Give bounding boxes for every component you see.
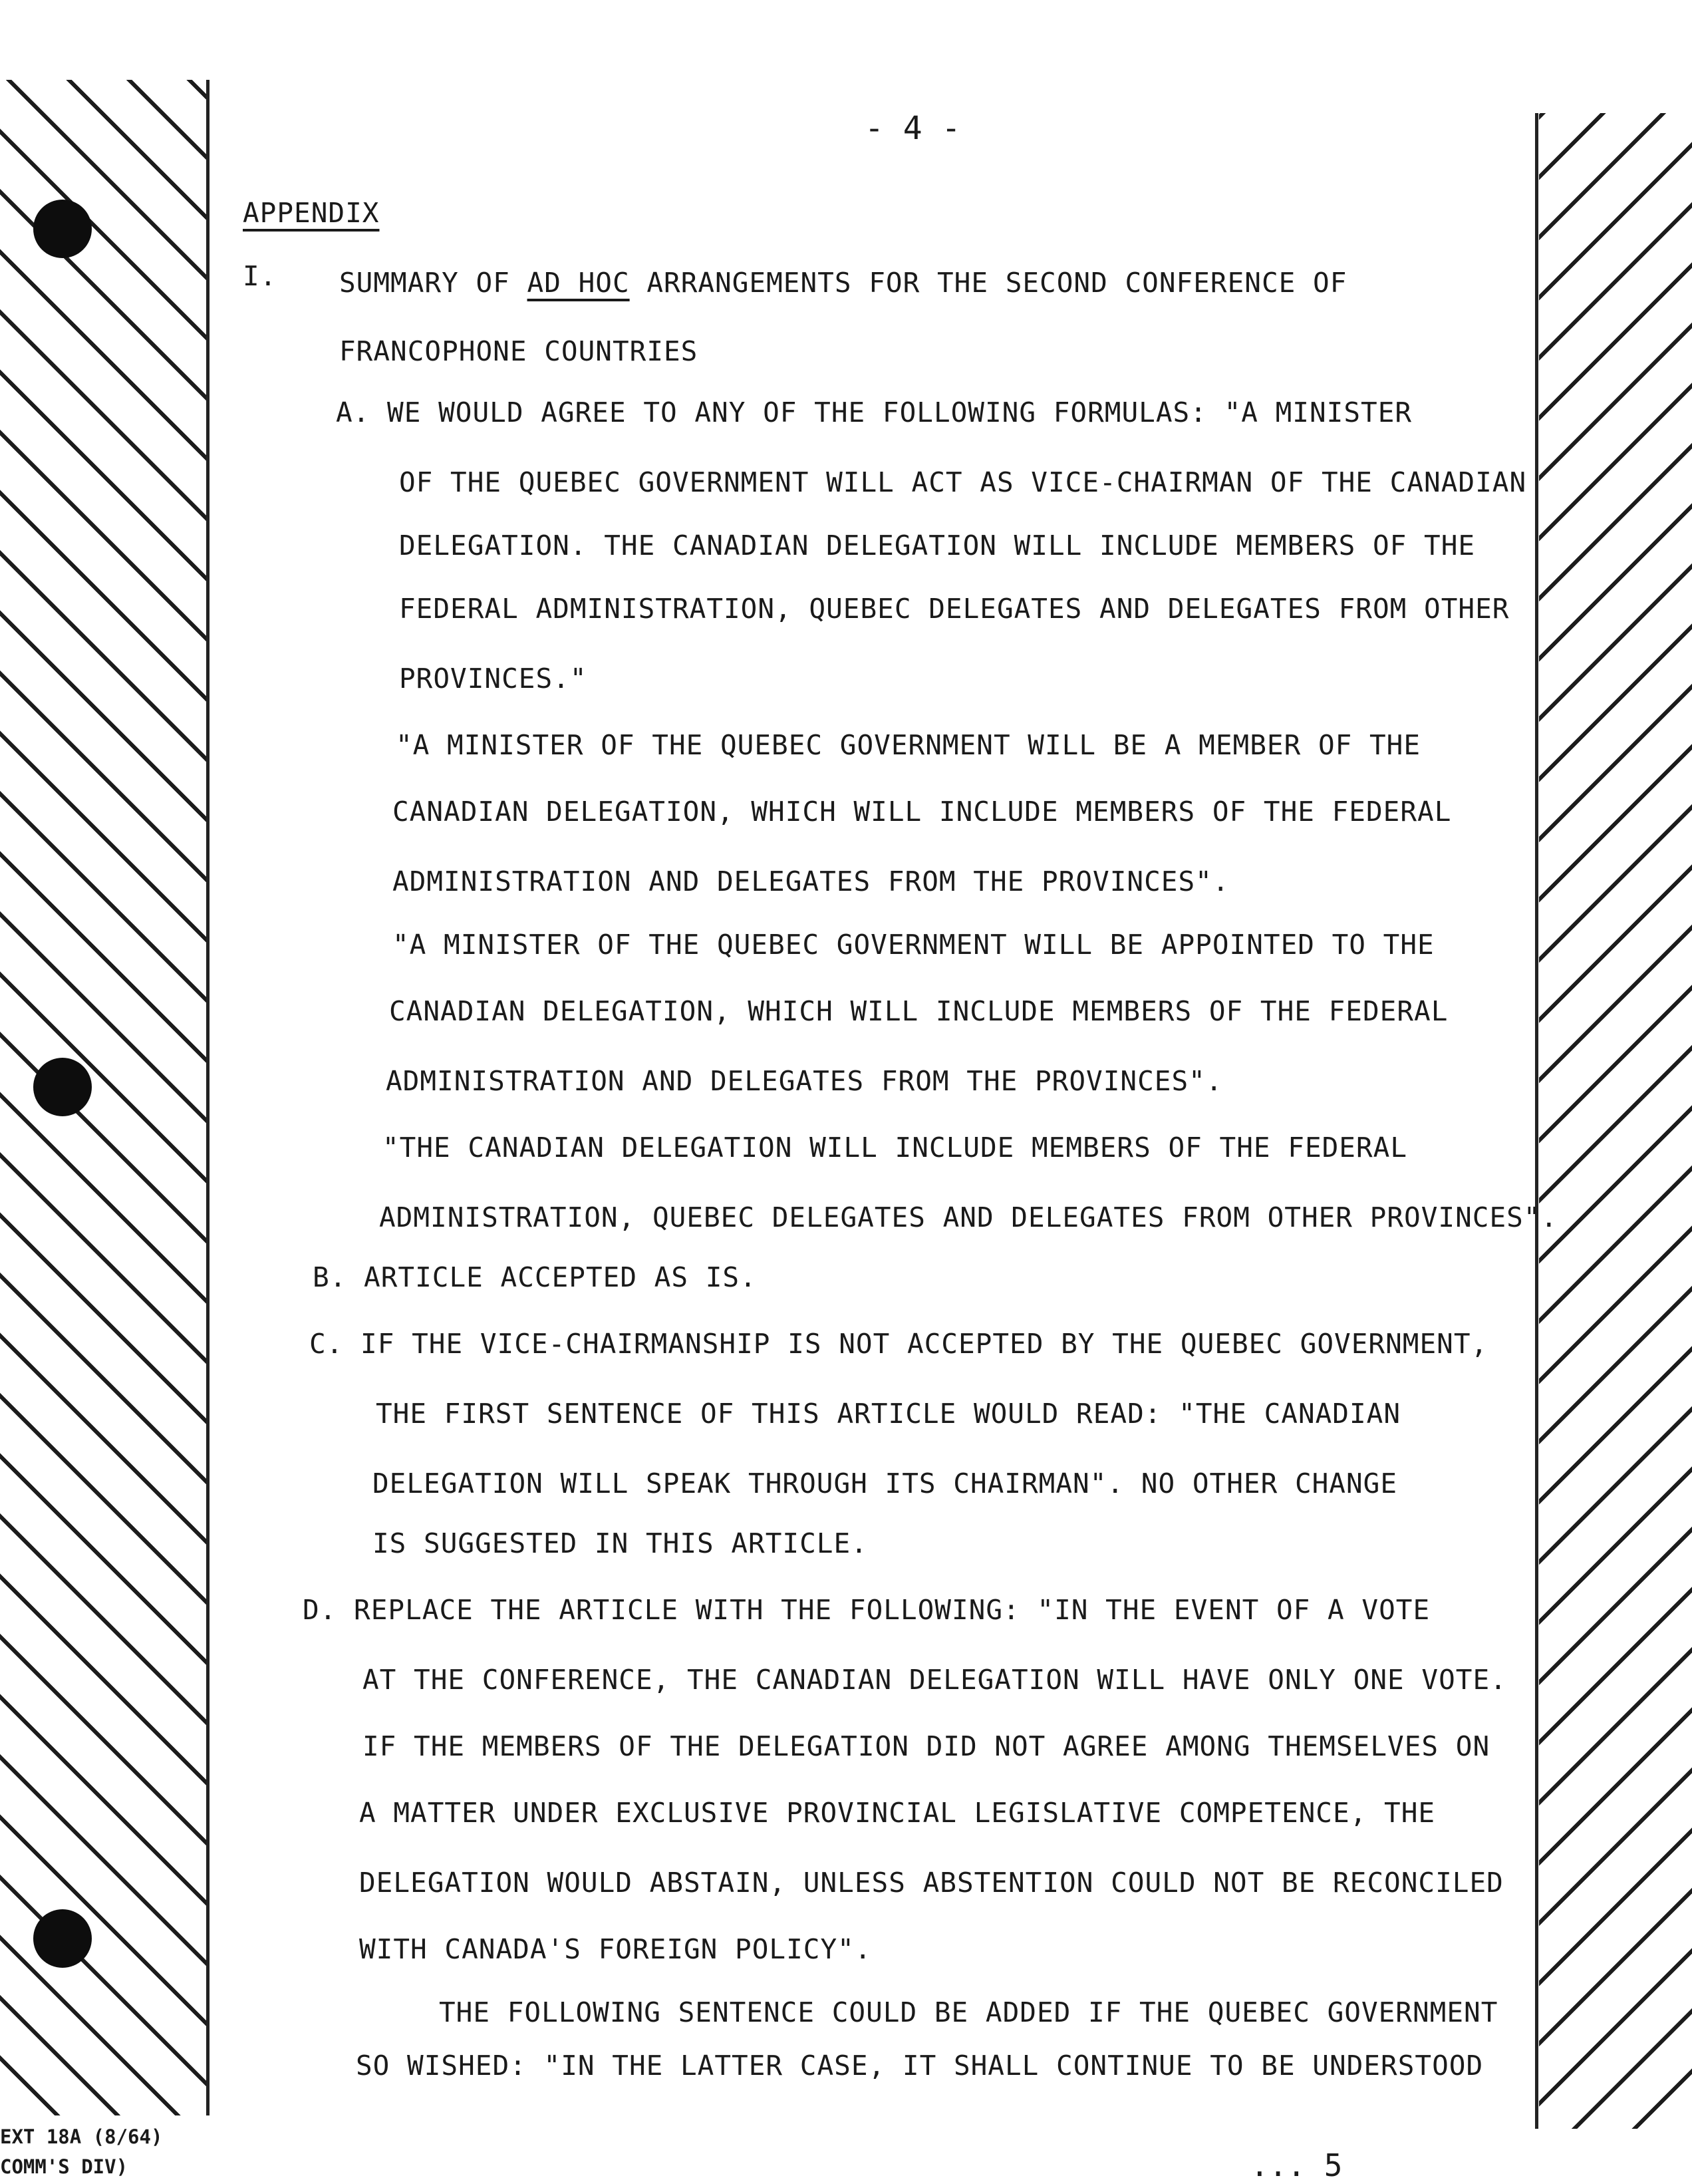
section-title-after: ARRANGEMENTS FOR THE SECOND CONFERENCE OF	[629, 267, 1347, 299]
body-line: PROVINCES."	[399, 663, 587, 695]
page-number: - 4 -	[865, 110, 961, 147]
body-line: ADMINISTRATION AND DELEGATES FROM THE PROVINCES".	[392, 865, 1230, 897]
body-line: DELEGATION WILL SPEAK THROUGH ITS CHAIRMAN". NO OTHER CHANGE	[372, 1468, 1398, 1499]
body-line: WITH CANADA'S FOREIGN POLICY".	[359, 1933, 872, 1965]
right-margin-hatching	[1539, 113, 1692, 2129]
body-line: IF THE MEMBERS OF THE DELEGATION DID NOT AGREE AMONG THEMSELVES ON	[362, 1730, 1490, 1762]
body-line: OF THE QUEBEC GOVERNMENT WILL ACT AS VICE-CHAIRMAN OF THE CANADIAN	[399, 466, 1527, 498]
body-line: A. WE WOULD AGREE TO ANY OF THE FOLLOWING FORMULAS: "A MINISTER	[336, 396, 1413, 428]
section-title-before: SUMMARY OF	[339, 267, 527, 299]
body-line: "A MINISTER OF THE QUEBEC GOVERNMENT WILL BE APPOINTED TO THE	[392, 929, 1435, 961]
body-line: DELEGATION WOULD ABSTAIN, UNLESS ABSTENTION COULD NOT BE RECONCILED	[359, 1867, 1504, 1899]
body-line: THE FOLLOWING SENTENCE COULD BE ADDED IF THE QUEBEC GOVERNMENT	[439, 1996, 1498, 2028]
body-line: THE FIRST SENTENCE OF THIS ARTICLE WOULD READ: "THE CANADIAN	[376, 1398, 1401, 1430]
section-numeral: I.	[243, 260, 277, 292]
body-line: SO WISHED: "IN THE LATTER CASE, IT SHALL CONTINUE TO BE UNDERSTOOD	[356, 2050, 1484, 2082]
body-line: D. REPLACE THE ARTICLE WITH THE FOLLOWING: "IN THE EVENT OF A VOTE	[303, 1594, 1431, 1626]
continued-marker: ... 5	[1250, 2147, 1343, 2183]
binder-hole-bottom	[33, 1909, 92, 1968]
binder-hole-middle	[33, 1058, 92, 1116]
body-line: "THE CANADIAN DELEGATION WILL INCLUDE MEMBERS OF THE FEDERAL	[382, 1132, 1408, 1164]
appendix-heading: APPENDIX	[243, 197, 380, 229]
form-code-line-1: EXT 18A (8/64)	[0, 2125, 163, 2148]
body-line: ADMINISTRATION, QUEBEC DELEGATES AND DELEGATES FROM OTHER PROVINCES".	[379, 1201, 1558, 1233]
section-title-emphasis: AD HOC	[527, 267, 630, 299]
body-line: CANADIAN DELEGATION, WHICH WILL INCLUDE MEMBERS OF THE FEDERAL	[392, 796, 1452, 828]
body-line: FEDERAL ADMINISTRATION, QUEBEC DELEGATES AND DELEGATES FROM OTHER	[399, 593, 1510, 625]
body-line: CANADIAN DELEGATION, WHICH WILL INCLUDE MEMBERS OF THE FEDERAL	[389, 995, 1449, 1027]
section-title	[339, 269, 1347, 297]
body-line: IS SUGGESTED IN THIS ARTICLE.	[372, 1527, 868, 1559]
right-page-edge	[1535, 113, 1538, 2129]
binder-hole-top	[33, 200, 92, 258]
form-code-line-2: COMM'S DIV)	[0, 2155, 128, 2178]
left-margin-hatching	[0, 80, 206, 2115]
left-page-edge	[206, 80, 210, 2115]
body-line: A MATTER UNDER EXCLUSIVE PROVINCIAL LEGISLATIVE COMPETENCE, THE	[359, 1797, 1436, 1829]
body-line: DELEGATION. THE CANADIAN DELEGATION WILL INCLUDE MEMBERS OF THE	[399, 530, 1476, 561]
body-line: C. IF THE VICE-CHAIRMANSHIP IS NOT ACCEPTED BY THE QUEBEC GOVERNMENT,	[309, 1328, 1488, 1360]
body-line: AT THE CONFERENCE, THE CANADIAN DELEGATION WILL HAVE ONLY ONE VOTE.	[362, 1664, 1507, 1696]
body-line: "A MINISTER OF THE QUEBEC GOVERNMENT WILL BE A MEMBER OF THE	[396, 729, 1421, 761]
body-line: ADMINISTRATION AND DELEGATES FROM THE PROVINCES".	[386, 1065, 1223, 1097]
body-line: B. ARTICLE ACCEPTED AS IS.	[313, 1261, 757, 1293]
section-title-line-2: FRANCOPHONE COUNTRIES	[339, 335, 698, 367]
